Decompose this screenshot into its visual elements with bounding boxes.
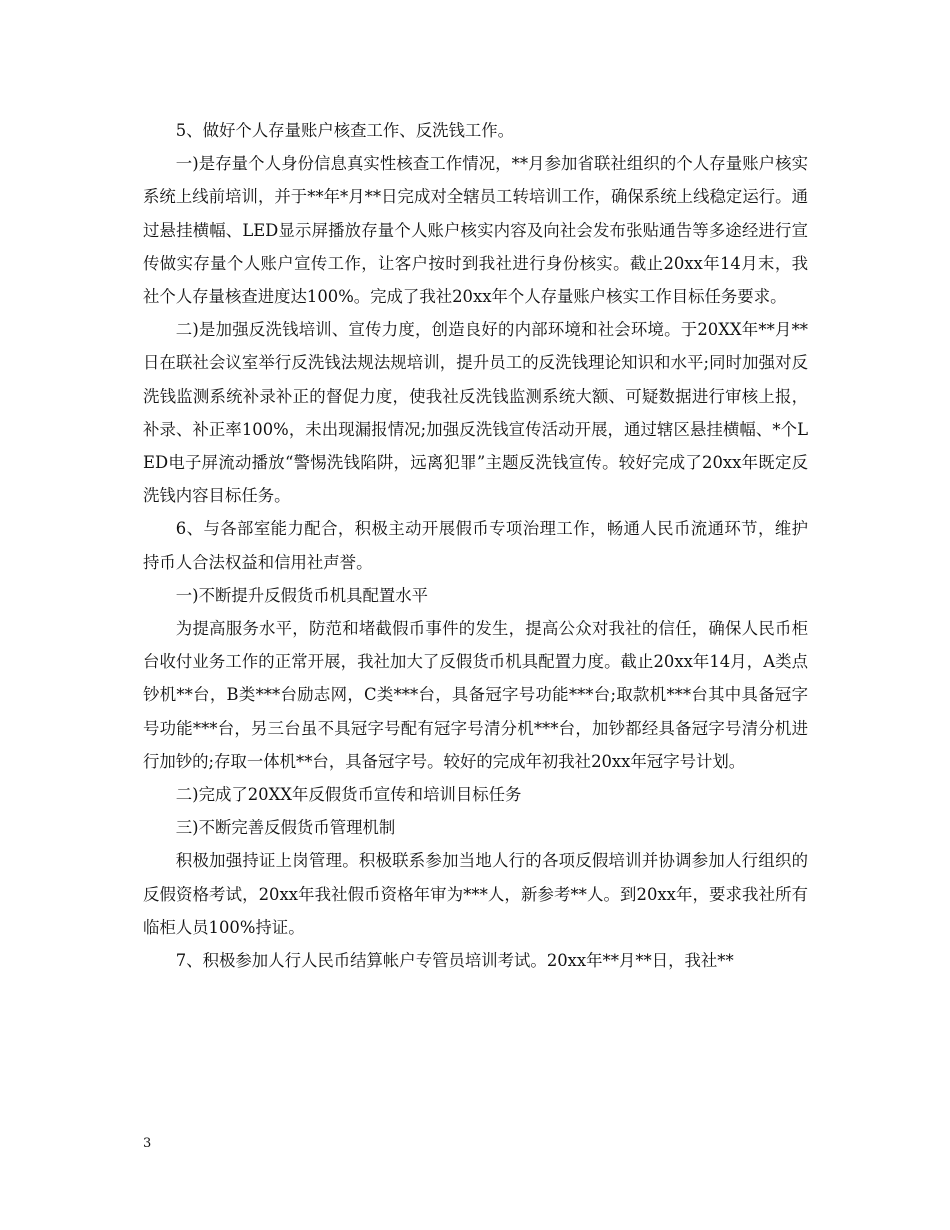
document-body <box>143 114 808 977</box>
paragraph-certification: 积极加强持证上岗管理。积极联系参加当地人行的各项反假培训并协调参加人行组织的反假资格考试，20xx年我社假币资格年审为***人，新参考**人。到20xx年，要求我社所有临柜人员100%持证。 <box>143 851 808 937</box>
paragraph-subheading-publicity: 二)完成了20XX年反假货币宣传和培训目标任务 <box>175 785 522 805</box>
paragraph-section-7: 7、积极参加人行人民币结算帐户专管员培训考试。20xx年**月**日，我社** <box>175 951 734 971</box>
paragraph-identity-verification: 一)是存量个人身份信息真实性核查工作情况，**月参加省联社组织的个人存量账户核实系统上线前培训，并于**年*月**日完成对全辖员工转培训工作，确保系统上线稳定运行。通过悬挂横幅、LED显示屏播放存量个人账户核实内容及向社会发布张贴通告等多途经进行宣传做实存量个人账户宣传工作，让客户按时到我社进行身份核实。截止20xx年14月末，我社个人存量核查进度达100%。完成了我社20xx年个人存量账户核实工作目标任务要求。 <box>143 154 808 307</box>
paragraph-equipment-details: 为提高服务水平，防范和堵截假币事件的发生，提高公众对我社的信任，确保人民币柜台收付业务工作的正常开展，我社加大了反假货币机具配置力度。截止20xx年14月，A类点钞机**台，B类***台励志网，C类***台，具备冠字号功能***台;取款机***台其中具备冠字号功能***台，另三台虽不具冠字号配有冠字号清分机***台，加钞都经具备冠字号清分机进行加钞的;存取一体机**台，具备冠字号。较好的完成年初我社20xx年冠字号计划。 <box>143 619 808 771</box>
page-number: 3 <box>143 1136 152 1151</box>
paragraph-anti-money-laundering: 二)是加强反洗钱培训、宣传力度，创造良好的内部环境和社会环境。于20XX年**月**日在联社会议室举行反洗钱法规法规培训，提升员工的反洗钱理论知识和水平;同时加强对反洗钱监测系统补录补正的督促力度，使我社反洗钱监测系统大额、可疑数据进行审核上报，补录、补正率100%，未出现漏报情况;加强反洗钱宣传活动开展，通过辖区悬挂横幅、*个LED电子屏流动播放“警惕洗钱陷阱，远离犯罪”主题反洗钱宣传。较好完成了20xx年既定反洗钱内容目标任务。 <box>143 320 808 506</box>
paragraph-subheading-equipment: 一)不断提升反假货币机具配置水平 <box>175 585 429 605</box>
paragraph-section-5-heading: 5、做好个人存量账户核查工作、反洗钱工作。 <box>175 121 515 140</box>
paragraph-section-6-heading: 6、与各部室能力配合，积极主动开展假币专项治理工作，畅通人民币流通环节，维护持币人合法权益和信用社声誉。 <box>143 519 808 572</box>
paragraph-subheading-mechanism: 三)不断完善反假货币管理机制 <box>175 818 396 838</box>
